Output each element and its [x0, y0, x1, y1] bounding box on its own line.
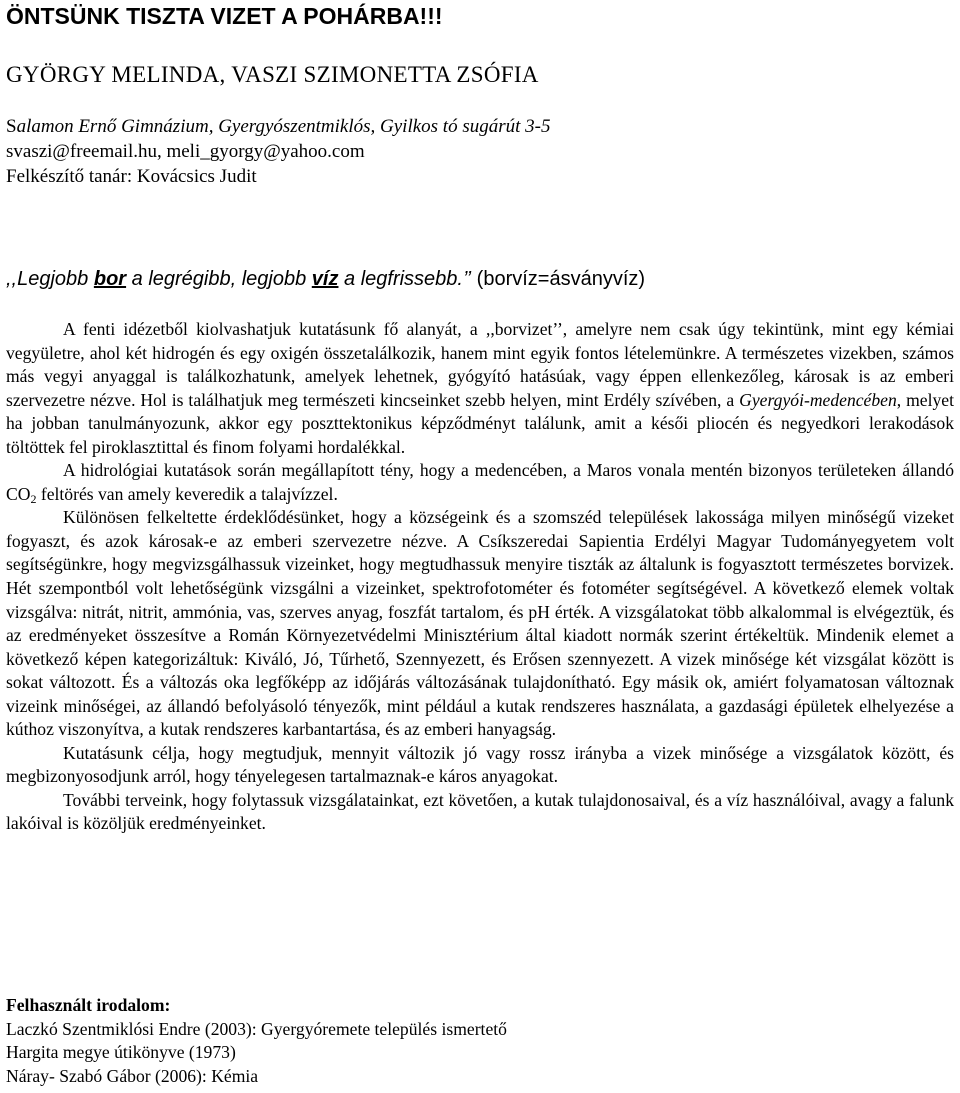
quote-note: (borvíz=ásványvíz)	[471, 268, 646, 290]
paragraph-3: Különösen felkeltette érdeklődésünket, hogy a községeink és a szomszéd települések lakossága milyen minőségű vizeket fogyaszt, és azok károsak-e az emberi szervezetre nézve. A Csíkszeredai Sapientia Erdélyi Magyar Tudományegyetem volt segítségünkre, hogy megvizsgálhassuk vizeinket, hogy megtudhassuk menyire tiszták az általunk is fogyasztott természetes borvizek. Hét szempontból volt lehetőségünk vizsgálni a vizeinket, spektrofotométer és fotométer segítségével. A következő elemek voltak vizsgálva: nitrát, nitrit, ammónia, vas, szerves anyag, foszfát tartalom, és pH érték. A vizsgálatokat több alkalommal is elvégeztük, és az eredményeket összesítve a Román Környezetvédelmi Minisztérium által kiadott normák szerint értékeltük. Mindenik elemet a következő képen kategorizáltuk: Kiváló, Jó, Tűrhető, Szennyezett, és Erősen szennyezett. A vizek minősége két vizsgálat között is sokat változott. És a változás oka legfőképp az időjárás változásának tulajdonítható. Egy másik ok, amiért folyamatosan változnak vizeink minőségei, az állandó befolyásoló tényezők, mint például a kutak rendszeres használata, a gazdasági épületek elhelyezése a kúthoz viszonyítva, a kutak rendszeres karbantartása, és az emberi hanyagság.	[6, 507, 954, 740]
quote-part-3: a legfrissebb.’’	[338, 268, 472, 290]
quote-word-viz: víz	[311, 268, 339, 290]
paragraph-1	[6, 318, 954, 459]
quote-word-bor: bor	[93, 268, 127, 290]
body-text	[6, 318, 954, 836]
supervisor-line: Felkészítő tanár: Kovácsics Judit	[6, 166, 257, 187]
paragraph-2-text-a: A hidrológiai kutatások során megállapított tény, hogy a medencében, a Maros vonala mentén bizonyos területeken állandó CO	[6, 460, 954, 504]
affiliation-text: alamon Ernő Gimnázium, Gyergyószentmiklós, Gyilkos tó sugárút 3-5	[16, 116, 551, 137]
reference-item: Hargita megye útikönyve (1973)	[6, 1042, 236, 1062]
paragraph-2	[6, 459, 954, 506]
quote-part-2: a legrégibb, legjobb	[126, 268, 312, 290]
opening-quote	[6, 266, 645, 292]
email-addresses: svaszi@freemail.hu, meli_gyorgy@yahoo.com	[6, 141, 365, 162]
paragraph-1-text-a: A fenti idézetből kiolvashatjuk kutatásunk fő alanyát, a ,,borvizet’’, amelyre nem csak úgy tekintünk, mint egy kémiai vegyületre, ahol két hidrogén és egy oxigén összetalálkozik, hanem mint egyik fontos lételemünkre. A természetes vizekben, számos más vegyi anyaggal is találkozhatunk, amelyek lehetnek, gyógyító hatásúak, vagy éppen ellenkezőleg, károsak is az emberi szervezetre nézve. Hol is találhatjuk meg természeti kincseinket szebb helyen, mint Erdély szívében, a	[6, 319, 954, 410]
paragraph-1-italic-term: Gyergyói-medencében	[739, 389, 897, 410]
paragraph-1-text-b: , melyet ha jobban tanulmányozunk, akkor egy poszttektonikus képződményt találunk, amit a késői pliocén és negyedkori lerakodások töltöttek fel piroklasztittal és finom folyami hordalékkal.	[6, 389, 954, 457]
author-metadata	[6, 114, 550, 189]
paragraph-2-text-b: feltörés van amely keveredik a talajvízzel.	[36, 483, 338, 504]
affiliation-initial: S	[6, 116, 17, 137]
references-section	[6, 994, 507, 1088]
quote-part-1: ,,Legjobb	[6, 268, 94, 290]
document-title: ÖNTSÜNK TISZTA VIZET A POHÁRBA!!!	[6, 3, 443, 29]
affiliation-line	[6, 114, 550, 139]
reference-item: Laczkó Szentmiklósi Endre (2003): Gyergyóremete település ismertető	[6, 1018, 507, 1039]
paragraph-4: Kutatásunk célja, hogy megtudjuk, mennyit változik jó vagy rossz irányba a vizek minősége a vizsgálatok között, és megbizonyosodjunk arról, hogy tényelegesen tartalmaznak-e káros anyagokat.	[6, 742, 954, 787]
references-heading: Felhasznált irodalom:	[6, 995, 171, 1015]
paragraph-5: További terveink, hogy folytassuk vizsgálatainkat, ezt követően, a kutak tulajdonosaival, és a víz használóival, avagy a falunk lakóival is közöljük eredményeinket.	[6, 789, 954, 834]
reference-item: Náray- Szabó Gábor (2006): Kémia	[6, 1065, 259, 1086]
co2-subscript: 2	[30, 491, 37, 506]
author-names: GYÖRGY MELINDA, VASZI SZIMONETTA ZSÓFIA	[6, 62, 539, 87]
